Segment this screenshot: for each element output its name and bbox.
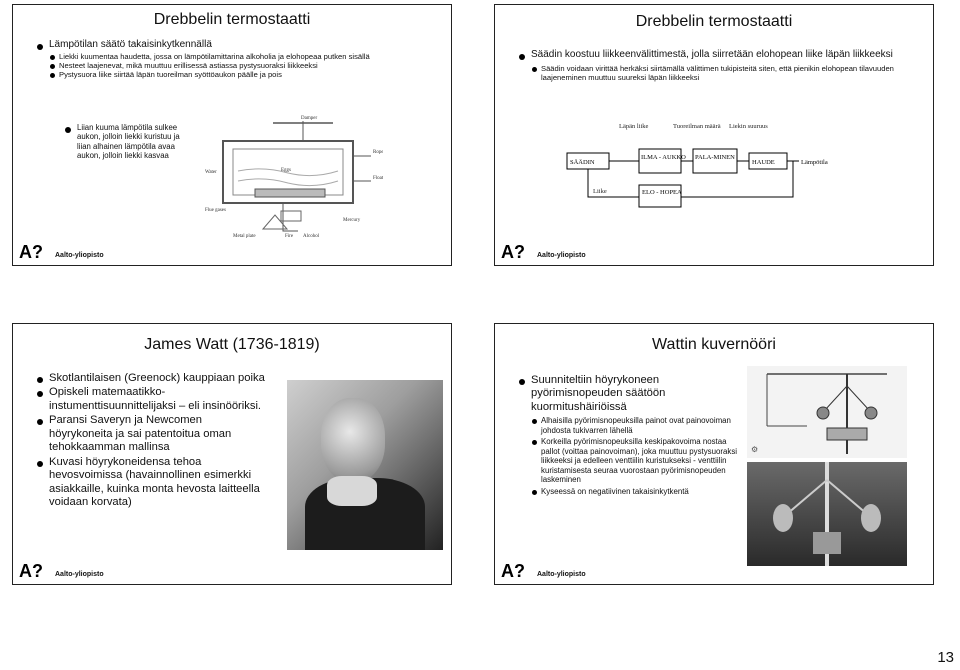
bullet: Opiskeli matemaatikko-instumenttisuunnittelijaksi – eli insinööriksi.: [35, 386, 265, 413]
aalto-logo: A?: [19, 561, 43, 581]
sub-bullet: Pystysuora liike siirtää läpän tuoreilman syöttöaukon päälle ja pois: [49, 70, 375, 79]
bullet-list-2: [63, 123, 193, 160]
block-box: PALA-MINEN: [695, 154, 735, 161]
sub-bullet: Nesteet laajenevat, mikä muuttuu erillisessä astiassa pystysuoraksi liikkeeksi: [49, 61, 375, 70]
sub-bullet-list: [49, 52, 375, 79]
block-box: SÄÄDIN: [570, 159, 595, 166]
slide-footer: [495, 561, 933, 584]
slide-footer: [495, 242, 933, 265]
org-name: Aalto-yliopisto: [537, 571, 586, 578]
sub-bullet: Alhaisilla pyörimisnopeuksilla painot ovat painovoiman johdosta tukivarren lähellä: [531, 416, 741, 435]
slide-footer: [13, 561, 451, 584]
bullet-2: Liian kuuma lämpötila sulkee aukon, jolloin liekki kuristuu ja liian alhainen lämpötila avaa aukon, jolloin liekki kasvaa: [63, 123, 193, 160]
aalto-logo: A?: [19, 242, 43, 262]
block-box: ILMA - AUKKO: [641, 154, 686, 161]
watt-portrait: [287, 380, 443, 550]
aalto-logo: A?: [501, 561, 525, 581]
bullet: Kuvasi höyrykoneidensa tehoa hevosvoimissa (havainnollinen esimerkki asiakkaille, kuinka monta hevosta laitteella voidaan korvata): [35, 456, 265, 510]
top-label: Läpän liike: [619, 123, 649, 130]
portrait-face: [321, 398, 385, 482]
diagram-label: Mercury: [343, 218, 361, 223]
sub-bullet-list: [531, 416, 741, 496]
top-label: Tuoreilman määrä: [673, 123, 721, 130]
diagram-label: Float: [373, 176, 383, 181]
slide-title: James Watt (1736-1819): [144, 336, 320, 353]
bullet-main: Lämpötilan säätö takaisinkytkennällä Liekki kuumentaa haudetta, jossa on lämpötilamittarina alkoholia ja elohopeaa putken sisällä Nesteet laajenevat, mikä muuttuu erillisessä astiassa pystysuoraksi liikkeeksi Pystysuora liike siirtää läpän tuoreilman syöttöaukon päälle ja pois: [35, 39, 375, 79]
org-name: Aalto-yliopisto: [537, 252, 586, 259]
governor-drawing: [747, 366, 907, 458]
block-diagram: [553, 119, 893, 215]
diagram-label: Water: [205, 170, 217, 175]
bullet-list: [35, 39, 375, 79]
org-name: Aalto-yliopisto: [55, 252, 104, 259]
bullet-list: [35, 372, 265, 509]
slide-title: Drebbelin termostaatti: [153, 11, 311, 28]
diagram-label: Alcohol: [303, 234, 320, 239]
aalto-logo: A?: [501, 242, 525, 262]
bullet: Skotlantilaisen (Greenock) kauppiaan poika: [35, 372, 265, 385]
diagram-label: Eggs: [281, 168, 291, 173]
bullet-list: [517, 374, 741, 496]
sub-bullet: Korkeilla pyörimisnopeuksilla keskipakovoima nostaa pallot (voittaa painovoiman), joka muuttuu pystysuoraksi liikkeeksi ja edelleen venttiilin kuristukseksi - venttiilin kuristamisesta seuraa vuorostaan pyörimisnopeuden laskeminen: [531, 437, 741, 484]
governor-photo: [747, 462, 907, 566]
top-label: Liekin suuruus: [729, 123, 768, 130]
drebbel-diagram: [203, 111, 383, 247]
slide-title: Wattin kuvernööri: [652, 336, 776, 353]
diagram-label: Damper: [301, 116, 318, 121]
bullet-main: Suunniteltiin höyrykoneen pyörimisnopeuden säätöön kuormitushäiriöissä Alhaisilla pyörimisnopeuksilla painot ovat painovoiman johdosta tukivarren lähellä Korkeilla pyörimisnopeuksilla keskipakovoima nostaa pallot (voittaa painovoiman), joka muuttuu pystysuoraksi liikkeeksi ja edelleen venttiilin kuristukseksi - venttiilin kuristamisesta seuraa vuorostaan pyörimisnopeuden laskeminen Kyseessä on negatiivinen takaisinkytkentä: [517, 374, 741, 496]
bullet-list: [517, 49, 917, 82]
slide-drebbel-2: [494, 4, 934, 266]
sub-bullet: Kyseessä on negatiivinen takaisinkytkentä: [531, 487, 741, 496]
block-box: HAUDE: [752, 159, 775, 166]
sub-bullet-list: [531, 64, 917, 82]
portrait-collar: [327, 476, 377, 506]
diagram-label: Metal plate: [233, 234, 256, 239]
diagram-label: Flue gases: [205, 208, 226, 213]
slide-james-watt: [12, 323, 452, 585]
slide-watt-governor: [494, 323, 934, 585]
bullet: Paransi Saveryn ja Newcomen höyrykoneita ja sai patentoitua oman tehokkaamman mallinsa: [35, 414, 265, 454]
page-number: 13: [937, 649, 954, 666]
sub-bullet: Säädin voidaan virittää herkäksi siirtämällä välittimen tukipisteitä siten, että pienikin elohopean tilavuuden laajeneminen muuttuu suureksi läpän liikkeeksi: [531, 64, 917, 82]
bullet-main: Säädin koostuu liikkeenvälittimestä, jolla siirretään elohopean liike läpän liikkeeksi Säädin voidaan virittää herkäksi siirtämällä välittimen tukipisteitä siten, että pienikin elohopean tilavuuden laajeneminen muuttuu suureksi läpän liikkeeksi: [517, 49, 917, 82]
slide-footer: [13, 242, 451, 265]
slide-drebbel-1: [12, 4, 452, 266]
bottom-label: Liike: [593, 188, 607, 195]
feedback-box: ELO - HOPEA: [642, 189, 682, 196]
diagram-label: Rope: [373, 150, 383, 155]
diagram-label: Fire: [285, 234, 294, 239]
slide-title: Drebbelin termostaatti: [635, 13, 793, 30]
org-name: Aalto-yliopisto: [55, 571, 104, 578]
governor-symbol: ⚙: [751, 445, 759, 454]
sub-bullet: Liekki kuumentaa haudetta, jossa on lämpötilamittarina alkoholia ja elohopeaa putken sisällä: [49, 52, 375, 61]
block-output: Lämpötila: [801, 159, 828, 166]
